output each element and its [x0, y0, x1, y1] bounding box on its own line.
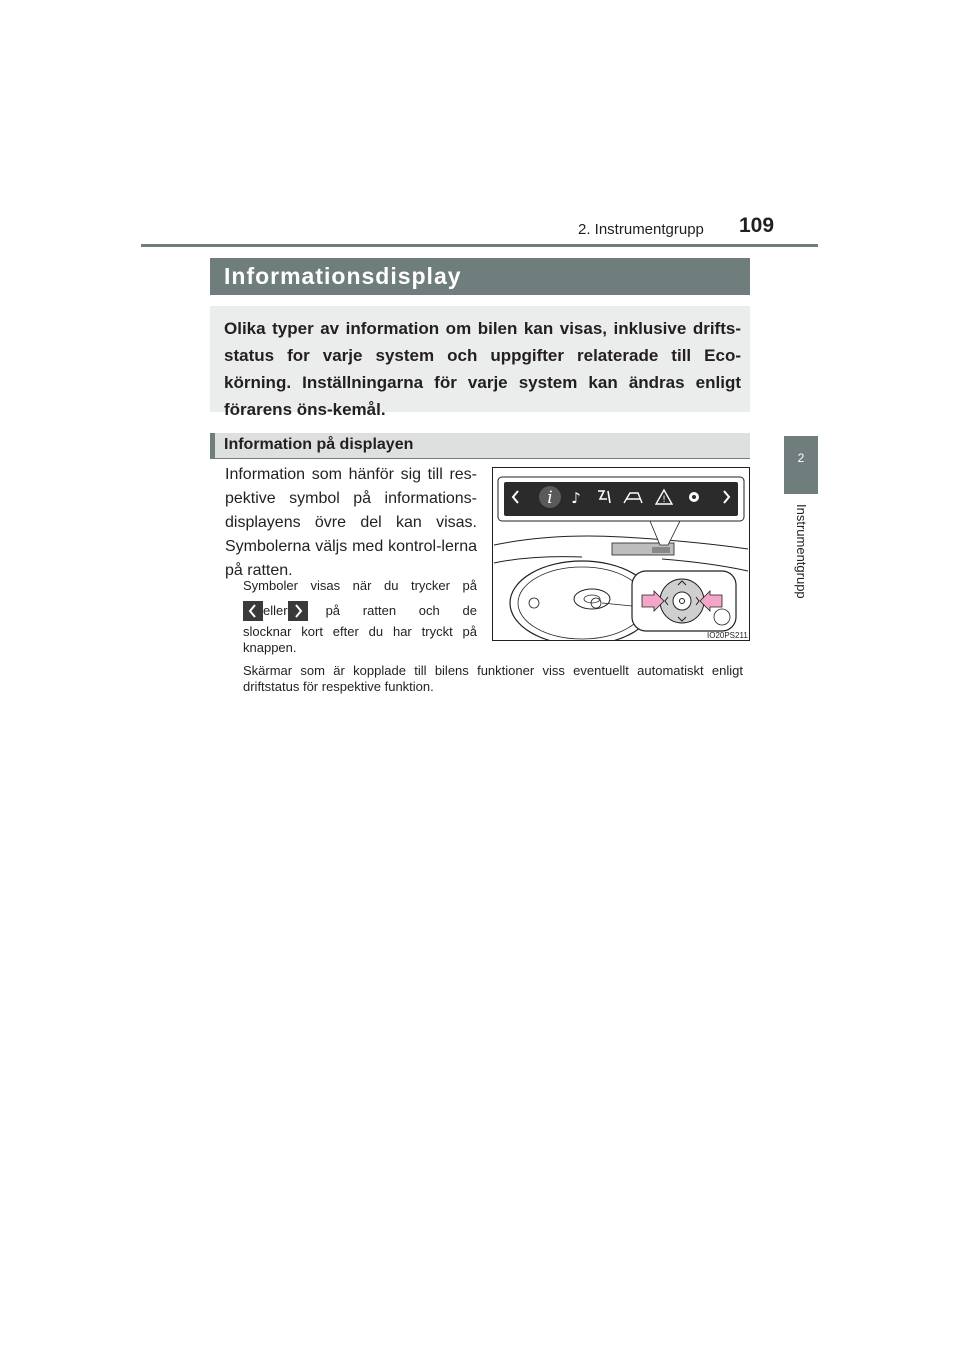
header-rule: [141, 244, 818, 247]
figure-code: IO20PS211: [707, 631, 748, 640]
svg-text:♪: ♪: [571, 489, 581, 507]
page-number: 109: [739, 214, 775, 237]
steering-display-illustration: [492, 467, 750, 641]
body-paragraph: Information som hänför sig till res-pektive symbol på informations-displayens övre del kan visas. Symbolerna väljs med kontrol-lerna på ratten.: [225, 466, 477, 579]
subsection-heading-bar: [210, 433, 750, 459]
note-symbols-line3: slocknar kort efter du har tryckt på knappen.: [243, 624, 477, 655]
note-symbols-line2: [243, 601, 477, 621]
chapter-side-label: [793, 504, 811, 624]
note-symbols: [243, 578, 477, 656]
subsection-rule: [210, 458, 750, 459]
subsection-title: Information på displayen: [224, 436, 414, 453]
note-screens: Skärmar som är kopplade till bilens funktioner viss eventuellt automatiskt enligt driftstatus för respektive funktion.: [243, 663, 743, 694]
section-heading-bar: [210, 258, 750, 295]
chapter-tab-number: 2: [797, 451, 805, 465]
note-symbols-line2-text: på ratten och de: [325, 603, 477, 618]
section-title: Informationsdisplay: [224, 263, 462, 289]
subsection-accent: [210, 433, 215, 459]
chapter-side-label-text: Instrumentgrupp: [794, 504, 809, 599]
intro-box: [210, 306, 750, 419]
svg-text:!: !: [662, 495, 666, 505]
svg-text:i: i: [547, 488, 553, 508]
intro-text: Olika typer av information om bilen kan visas, inklusive drifts-status for varje system och uppgifter relaterade till Eco-körning. Inställningarna för varje system kan ändras enligt förarens öns-kemål.: [224, 319, 741, 419]
running-header-chapter: 2. Instrumentgrupp: [578, 221, 704, 238]
note-symbols-line1: Symboler visas när du trycker på: [243, 578, 477, 593]
chevron-right-button-icon: [288, 601, 308, 621]
chevron-left-button-icon: [243, 601, 263, 621]
note-or-text: eller: [263, 603, 288, 618]
chapter-tab: [784, 436, 818, 494]
